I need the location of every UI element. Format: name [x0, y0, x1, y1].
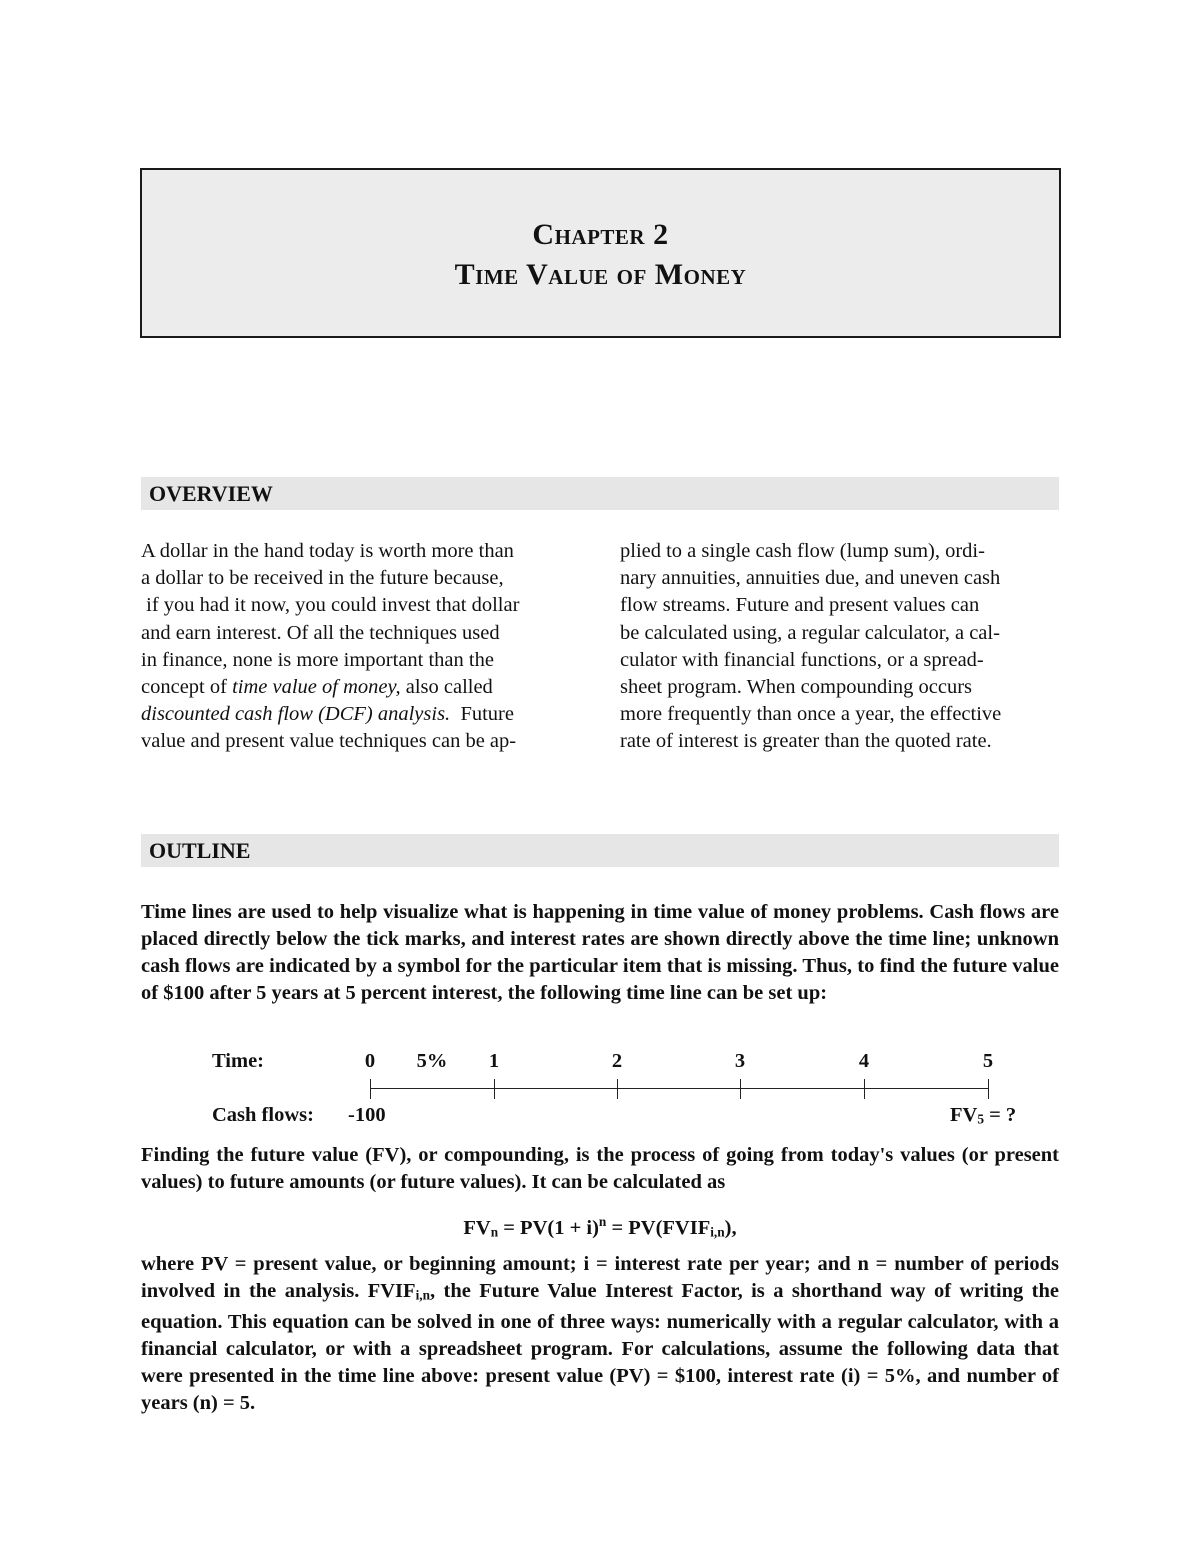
- cash-flow-0: -100: [348, 1104, 386, 1126]
- overview-left-column: [141, 538, 578, 756]
- tick-mark: [740, 1079, 741, 1099]
- future-value-formula: [141, 1208, 1059, 1246]
- period-label: 3: [734, 1050, 746, 1072]
- overview-line: be calculated using, a regular calculator, a cal-: [620, 621, 1000, 644]
- overview-line: culator with financial functions, or a spread-: [620, 648, 984, 671]
- paragraph-text: Time lines are used to help visualize what is happening in time value of money problems. Cash flows are placed directly below the tick marks, and interest rates are shown directly above the time line; unknown cash flows are indicated by a symbol for the particular item that is missing. Thus, to find the future value of $100 after 5 years at 5 percent interest, the following time line can be set up:: [141, 901, 1059, 1004]
- time-line-axis: [370, 1088, 988, 1089]
- overview-line: more frequently than once a year, the effective: [620, 703, 1002, 726]
- outline-heading-bar: [141, 834, 1059, 867]
- overview-line: nary annuities, annuities due, and uneven cash: [620, 567, 1001, 590]
- time-label: Time:: [212, 1050, 265, 1072]
- outline-paragraph-2: [141, 1142, 1059, 1196]
- period-label: 0: [364, 1050, 376, 1072]
- overview-text: Future: [450, 703, 514, 726]
- overview-text: also called: [400, 676, 493, 699]
- outline-paragraph-3: [141, 1251, 1059, 1417]
- formula-exponent: n: [598, 1214, 607, 1229]
- cash-flows-label: Cash flows:: [212, 1104, 314, 1126]
- period-label: 2: [611, 1050, 623, 1072]
- overview-heading: OVERVIEW: [149, 481, 273, 506]
- future-value-unknown: [950, 1103, 1016, 1132]
- formula-part: FV: [463, 1216, 491, 1239]
- paragraph-text: Finding the future value (FV), or compounding, is the process of going from today's values (or present values) to future amounts (or future values). It can be calculated as: [141, 1144, 1059, 1193]
- overview-line: [141, 701, 578, 728]
- formula-part: = PV(1 + i): [498, 1216, 599, 1239]
- formula-subscript: i,n: [710, 1224, 725, 1240]
- period-label: 5: [982, 1050, 994, 1072]
- formula-part: ),: [724, 1216, 737, 1239]
- rate-label: 5%: [416, 1050, 448, 1072]
- paragraph-text: [141, 1251, 1059, 1417]
- tick-mark: [617, 1079, 618, 1099]
- tick-mark: [864, 1079, 865, 1099]
- outline-paragraph-1: [141, 899, 1059, 1007]
- fv-text: FV: [950, 1104, 978, 1126]
- fvif-subscript: i,n: [415, 1287, 430, 1303]
- overview-line: value and present value techniques can be ap-: [141, 730, 517, 753]
- overview-line: and earn interest. Of all the techniques used: [141, 621, 500, 644]
- overview-emphasis: time value of money,: [232, 676, 401, 699]
- tick-mark: [988, 1079, 989, 1099]
- formula-subscript: n: [490, 1224, 499, 1240]
- overview-right-column: [620, 538, 1057, 756]
- overview-line: in finance, none is more important than the: [141, 648, 494, 671]
- tick-mark: [370, 1079, 371, 1099]
- chapter-name: Time Value of Money: [454, 258, 747, 291]
- overview-text: concept of: [141, 676, 233, 699]
- period-label: 1: [488, 1050, 500, 1072]
- overview-heading-bar: [141, 477, 1059, 510]
- paragraph-part: , the Future Value Interest Factor, is a shorthand way of writing the equation. This equation can be solved in one of three ways: numerically with a regular calculator, with a financial calculator, or with a spreadsheet program. For calculations, assume the following data that were presented in the time line above: present value (PV) = $100, interest rate (i) = 5%, and number of years (n) = 5.: [141, 1280, 1059, 1414]
- overview-emphasis: discounted cash flow (DCF) analysis.: [141, 703, 451, 726]
- chapter-title: [142, 215, 1059, 295]
- period-label: 4: [858, 1050, 870, 1072]
- overview-line: a dollar to be received in the future because,: [141, 567, 504, 590]
- outline-heading: OUTLINE: [149, 838, 251, 863]
- tick-mark: [494, 1079, 495, 1099]
- overview-line: plied to a single cash flow (lump sum), ordi-: [620, 540, 985, 562]
- overview-line: rate of interest is greater than the quoted rate.: [620, 730, 992, 753]
- formula-part: = PV(FVIF: [606, 1216, 711, 1239]
- chapter-number: Chapter 2: [532, 218, 669, 251]
- fv-text: = ?: [983, 1104, 1017, 1126]
- overview-line: A dollar in the hand today is worth more than: [141, 540, 514, 562]
- overview-line: sheet program. When compounding occurs: [620, 676, 973, 699]
- fv-subscript: 5: [977, 1111, 984, 1127]
- overview-line: flow streams. Future and present values can: [620, 594, 980, 617]
- overview-line: [141, 674, 578, 701]
- chapter-title-box: [140, 168, 1061, 338]
- paragraph-part: where PV = present value, or beginning amount; i = interest rate per year; and n = number of periods involved in the analysis. FVIF: [141, 1253, 1059, 1302]
- overview-line: if you had it now, you could invest that dollar: [141, 594, 520, 617]
